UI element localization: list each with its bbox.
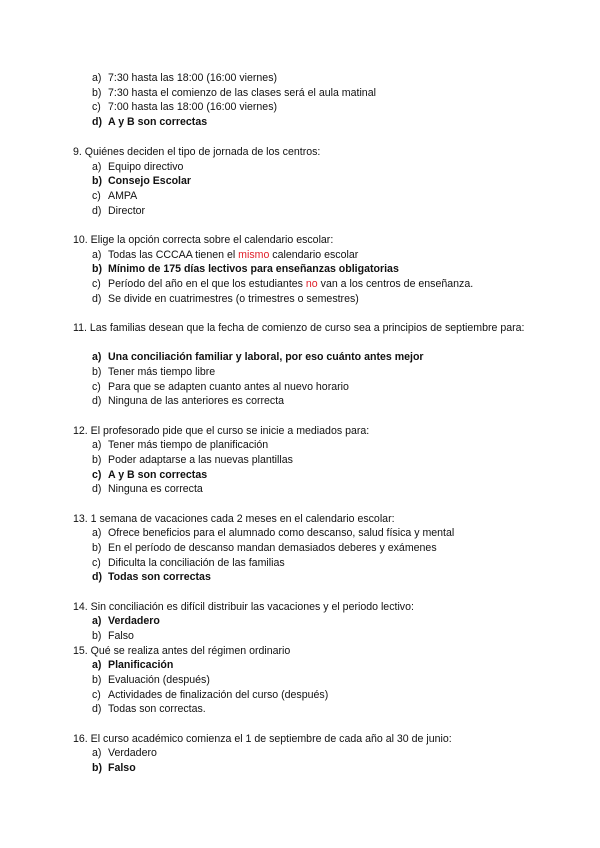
option-text: Ninguna es correcta [108,483,203,495]
option-text: 7:30 hasta el comienzo de las clases será el aula matinal [108,87,376,99]
option-d [92,702,206,717]
option-a [92,526,454,541]
option-a [92,746,157,761]
option-d-correct [92,115,207,130]
question-text: 13. 1 semana de vacaciones cada 2 meses en el calendario escolar: [73,513,395,525]
option-label: c) [92,689,101,701]
question-text: 12. El profesorado pide que el curso se inicie a mediados para: [73,425,370,437]
option-label: b) [92,175,102,187]
option-text: Dificulta la conciliación de las familias [108,557,285,569]
option-text: Planificación [108,659,174,671]
option-label: a) [92,615,102,627]
question-text: 10. Elige la opción correcta sobre el calendario escolar: [73,234,334,246]
option-label: d) [92,205,102,217]
option-b [92,673,210,688]
option-text: Se divide en cuatrimestres (o trimestres o semestres) [108,293,359,305]
option-b [92,629,134,644]
option-text-pre: Todas las CCCAA tienen el [108,249,239,261]
option-text: Equipo directivo [108,161,184,173]
option-text: Para que se adapten cuanto antes al nuevo horario [108,381,349,393]
option-label: a) [92,747,102,759]
option-b [92,453,293,468]
option-text: Todas son correctas [108,571,211,583]
option-label: a) [92,249,102,261]
option-label: b) [92,674,102,686]
option-c [92,556,285,571]
option-b [92,86,376,101]
option-text: Falso [108,762,136,774]
option-a [92,71,277,86]
option-a-correct [92,658,173,673]
option-d-correct [92,570,211,585]
option-text: Ofrece beneficios para el alumnado como descanso, salud física y mental [108,527,455,539]
option-text: Verdadero [108,747,157,759]
option-text: Tener más tiempo de planificación [108,439,269,451]
option-text: AMPA [108,190,138,202]
question-text: 14. Sin conciliación es difícil distribuir las vacaciones y el periodo lectivo: [73,601,414,613]
option-label: a) [92,351,102,363]
option-label: d) [92,293,102,305]
option-text-post: van a los centros de enseñanza. [317,278,474,290]
option-label: a) [92,659,102,671]
option-label: d) [92,571,102,583]
option-text-pre: Período del año en el que los estudiantes [108,278,306,290]
option-label: b) [92,454,102,466]
option-text: En el período de descanso mandan demasiados deberes y exámenes [108,542,437,554]
option-b-correct [92,761,136,776]
option-text: Ninguna de las anteriores es correcta [108,395,285,407]
option-label: d) [92,483,102,495]
option-label: c) [92,381,101,393]
option-text: Poder adaptarse a las nuevas plantillas [108,454,293,466]
option-c [92,100,277,115]
option-label: d) [92,703,102,715]
option-text: Una conciliación familiar y laboral, por eso cuánto antes mejor [108,351,424,363]
question-text: 16. El curso académico comienza el 1 de septiembre de cada año al 30 de junio: [73,733,452,745]
option-label: a) [92,72,102,84]
question-text: 11. Las familias desean que la fecha de comienzo de curso sea a principios de septiembre para: [73,322,525,334]
option-text: Director [108,205,146,217]
option-d [92,292,359,307]
option-label: b) [92,542,102,554]
option-label: b) [92,762,102,774]
option-label: b) [92,263,102,275]
option-label: b) [92,87,102,99]
option-text: Evaluación (después) [108,674,210,686]
option-text: Tener más tiempo libre [108,366,216,378]
option-d [92,204,145,219]
option-a [92,438,268,453]
option-b [92,365,215,380]
option-c [92,277,473,292]
option-label: d) [92,395,102,407]
question-text: 9. Quiénes deciden el tipo de jornada de los centros: [73,146,321,158]
highlighted-word: mismo [238,249,270,261]
highlighted-word: no [305,278,318,290]
option-text-post: calendario escolar [269,249,359,261]
option-c-correct [92,468,207,483]
option-label: c) [92,278,101,290]
option-label: b) [92,630,102,642]
option-text: Consejo Escolar [108,175,192,187]
option-label: c) [92,101,101,113]
option-b-correct [92,174,191,189]
option-text: A y B son correctas [108,469,208,481]
option-a-correct [92,350,424,365]
option-a-correct [92,614,160,629]
option-text: Todas son correctas. [108,703,206,715]
option-label: c) [92,469,102,481]
option-label: a) [92,439,102,451]
option-label: b) [92,366,102,378]
option-text: A y B son correctas [108,116,208,128]
option-text: Mínimo de 175 días lectivos para enseñanzas obligatorias [108,263,399,275]
option-c [92,189,137,204]
option-c [92,688,328,703]
question-text: 15. Qué se realiza antes del régimen ordinario [73,645,291,657]
option-b [92,541,437,556]
option-text: Verdadero [108,615,160,627]
option-a [92,160,183,175]
option-label: c) [92,557,101,569]
option-label: a) [92,527,102,539]
option-label: a) [92,161,102,173]
option-text: Falso [108,630,134,642]
option-text: Actividades de finalización del curso (después) [108,689,329,701]
option-text: 7:00 hasta las 18:00 (16:00 viernes) [108,101,278,113]
option-d [92,394,284,409]
option-d [92,482,203,497]
option-c [92,380,349,395]
option-label: c) [92,190,101,202]
option-text: 7:30 hasta las 18:00 (16:00 viernes) [108,72,278,84]
option-b-correct [92,262,399,277]
option-a [92,248,358,263]
option-label: d) [92,116,102,128]
